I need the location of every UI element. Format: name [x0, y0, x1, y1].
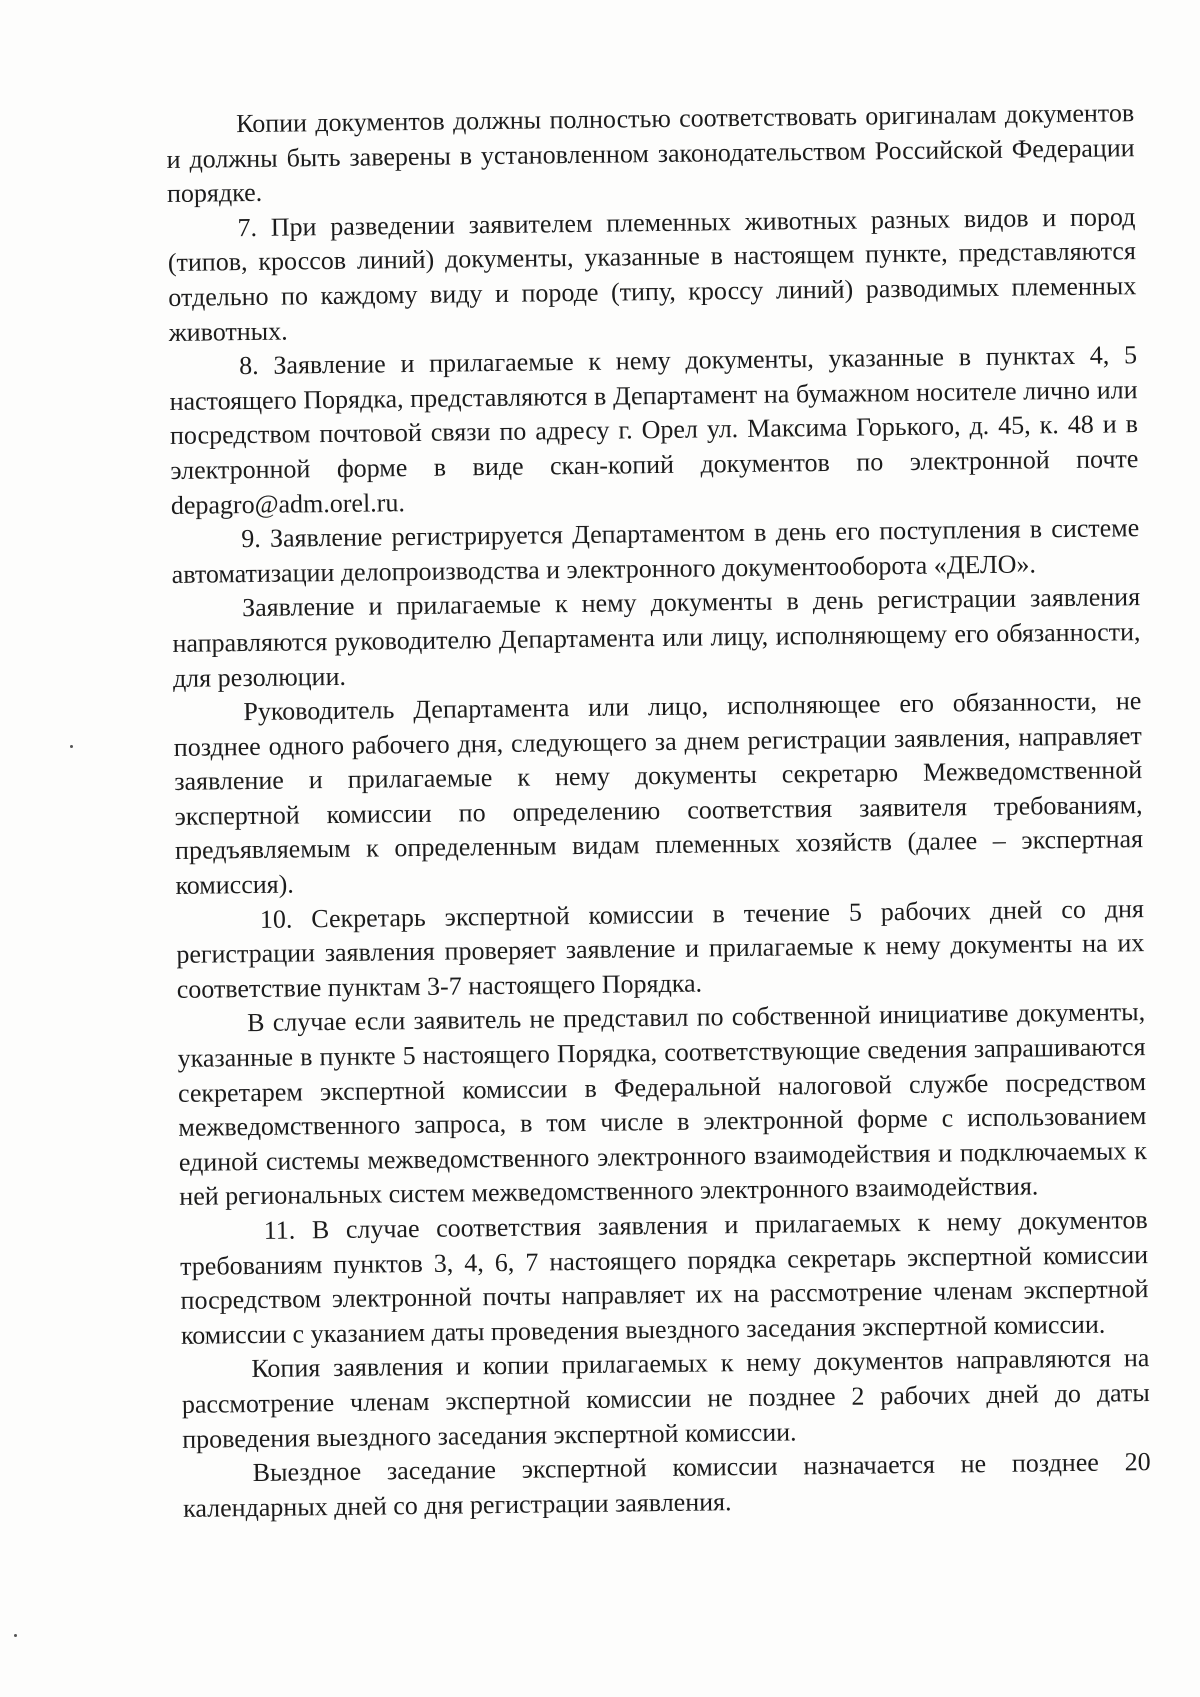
paragraph-copies-sent: Копия заявления и копии прилагаемых к нему документов направляются на рассмотрение членам экспертной комиссии не позднее 2 рабочих дней до даты проведения выездного заседания экспертной комиссии.	[181, 1343, 1150, 1454]
scan-speck	[14, 1634, 17, 1637]
scan-speck	[70, 745, 73, 748]
paragraph-director-forwarding: Руководитель Департамента или лицо, исполняющее его обязанности, не позднее одного рабочего дня, следующего за днем регистрации заявления, направляет заявление и прилагаемые к нему документы секретарю Межведомственной экспертной комиссии по определению соответствия заявителя требованиям, предъявляемым к определенным видам племенных хозяйств (далее – экспертная комиссия).	[173, 686, 1144, 901]
paragraph-field-meeting: Выездное заседание экспертной комиссии назначается не позднее 20 календарных дней со дня регистрации заявления.	[182, 1447, 1151, 1523]
paragraph-item-10: 10. Секретарь экспертной комиссии в течение 5 рабочих дней со дня регистрации заявления проверяет заявление и прилагаемые к нему документы на их соответствие пунктам 3-7 настоящего Порядка.	[176, 893, 1145, 1004]
paragraph-item-11: 11. В случае соответствия заявления и прилагаемых к нему документов требованиям пунктов 3, 4, 6, 7 настоящего порядка секретарь экспертной комиссии посредством электронной почты направляет их на рассмотрение членам экспертной комиссии с указанием даты проведения выездного заседания экспертной комиссии.	[179, 1205, 1149, 1350]
paragraph-item-8: 8. Заявление и прилагаемые к нему документы, указанные в пунктах 4, 5 настоящего Порядка, представляются в Департамент на бумажном носителе лично или посредством почтовой связи по адресу г. Орел ул. Максима Горького, д. 45, к. 48 и в электронной форме в виде скан-копий документов по электронной почте depagro@adm.orel.ru.	[169, 340, 1139, 520]
paragraph-resolution: Заявление и прилагаемые к нему документы в день регистрации заявления направляются руководителю Департамента или лицу, исполняющему его обязанности, для резолюции.	[172, 582, 1141, 693]
paragraph-copies-requirement: Копии документов должны полностью соответствовать оригиналам документов и должны быть заверены в установленном законодательством Российской Федерации порядке.	[166, 98, 1135, 209]
document-body	[166, 96, 1151, 1526]
paragraph-item-7: 7. При разведении заявителем племенных животных разных видов и пород (типов, кроссов линий) документы, указанные в настоящем пункте, представляются отдельно по каждому виду и породе (типу, кроссу линий) разводимых племенных животных.	[167, 201, 1137, 347]
paragraph-interagency-request: В случае если заявитель не представил по собственной инициативе документы, указанные в пункте 5 настоящего Порядка, соответствующие сведения запрашиваются секретарем экспертной комиссии в Федеральной налоговой службе посредством межведомственного запроса, в том числе в электронной форме с использованием единой системы межведомственного электронного взаимодействия и подключаемых к ней региональных систем межведомственного электронного взаимодействия.	[177, 997, 1147, 1212]
paragraph-item-9: 9. Заявление регистрируется Департаментом в день его поступления в системе автоматизации делопроизводства и электронного документооборота «ДЕЛО».	[171, 513, 1140, 589]
